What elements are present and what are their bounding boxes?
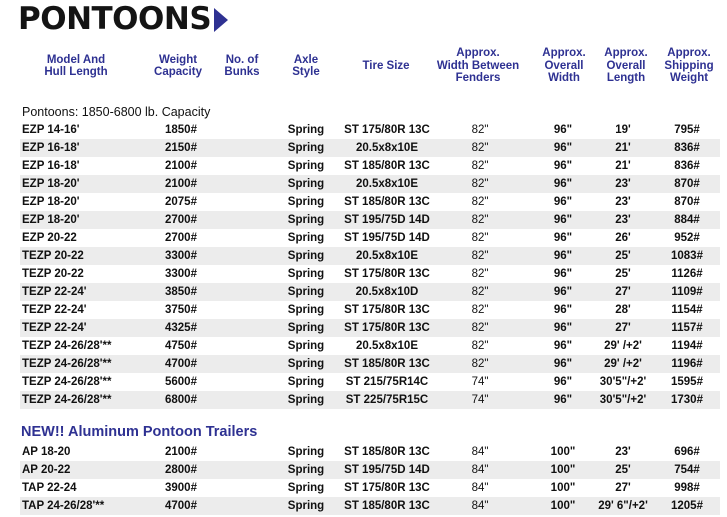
cell-overall-length: 21'	[615, 142, 631, 154]
cell-overall-width: 96"	[553, 394, 573, 406]
cell-width-between-fenders: 82"	[471, 268, 489, 280]
table-row	[20, 211, 720, 229]
cell-overall-length: 19'	[615, 124, 631, 136]
cell-model: TEZP 24-26/28'**	[22, 358, 112, 370]
cell-weight-capacity: 2700#	[165, 232, 197, 244]
cell-overall-width: 96"	[553, 178, 573, 190]
cell-model: TAP 22-24	[22, 482, 77, 494]
cell-weight-capacity: 4700#	[165, 500, 197, 512]
cell-axle-style: Spring	[287, 500, 325, 512]
cell-axle-style: Spring	[287, 214, 325, 226]
cell-overall-length: 30'5"/+2'	[599, 394, 647, 406]
table-row	[20, 283, 720, 301]
cell-weight-capacity: 4700#	[165, 358, 197, 370]
table-header	[0, 44, 727, 88]
cell-width-between-fenders: 82"	[471, 196, 489, 208]
cell-weight-capacity: 3300#	[165, 250, 197, 262]
cell-model: EZP 20-22	[22, 232, 77, 244]
cell-bunks	[220, 265, 264, 283]
cell-shipping-weight: 1109#	[671, 286, 703, 298]
cell-tire-size: ST 175/80R 13C	[344, 304, 430, 316]
table-row	[20, 497, 720, 515]
play-triangle-icon	[214, 8, 228, 32]
cell-bunks	[220, 139, 264, 157]
cell-weight-capacity: 5600#	[165, 376, 197, 388]
cell-shipping-weight: 795#	[674, 124, 700, 136]
cell-overall-width: 100"	[550, 482, 576, 494]
cell-axle-style: Spring	[287, 482, 325, 494]
cell-model: TAP 24-26/28'**	[22, 500, 105, 512]
cell-weight-capacity: 3850#	[165, 286, 197, 298]
cell-overall-length: 23'	[615, 214, 631, 226]
cell-overall-length: 25'	[615, 464, 631, 476]
cell-overall-width: 96"	[553, 268, 573, 280]
cell-tire-size: 20.5x8x10E	[355, 178, 419, 190]
cell-overall-length: 27'	[615, 482, 631, 494]
cell-shipping-weight: 1126#	[671, 268, 703, 280]
cell-width-between-fenders: 84"	[471, 446, 489, 458]
cell-tire-size: ST 185/80R 13C	[344, 446, 430, 458]
cell-shipping-weight: 884#	[674, 214, 700, 226]
table-row	[20, 265, 720, 283]
cell-axle-style: Spring	[287, 160, 325, 172]
cell-shipping-weight: 1205#	[671, 500, 703, 512]
table-row	[20, 319, 720, 337]
table-row	[20, 157, 720, 175]
cell-shipping-weight: 870#	[674, 178, 700, 190]
cell-overall-width: 96"	[553, 232, 573, 244]
cell-overall-width: 96"	[553, 250, 573, 262]
aluminum-table-body	[20, 443, 720, 515]
table-row	[20, 373, 720, 391]
cell-overall-length: 27'	[615, 322, 631, 334]
cell-width-between-fenders: 84"	[471, 500, 489, 512]
cell-overall-width: 96"	[553, 376, 573, 388]
cell-overall-length: 29' 6"/+2'	[598, 500, 648, 512]
cell-model: EZP 18-20'	[22, 196, 80, 208]
cell-bunks	[220, 443, 264, 461]
cell-overall-width: 96"	[553, 142, 573, 154]
cell-axle-style: Spring	[287, 196, 325, 208]
cell-model: TEZP 20-22	[22, 268, 84, 280]
cell-overall-width: 96"	[553, 340, 573, 352]
header-overall-width: Approx. Overall Width	[542, 47, 586, 85]
cell-axle-style: Spring	[287, 286, 325, 298]
cell-tire-size: ST 175/80R 13C	[344, 482, 430, 494]
cell-axle-style: Spring	[287, 464, 325, 476]
cell-model: EZP 18-20'	[22, 178, 80, 190]
cell-axle-style: Spring	[287, 142, 325, 154]
cell-axle-style: Spring	[287, 304, 325, 316]
cell-overall-length: 23'	[615, 446, 631, 458]
table-row	[20, 121, 720, 139]
cell-overall-length: 27'	[615, 286, 631, 298]
cell-shipping-weight: 1194#	[671, 340, 703, 352]
cell-overall-width: 96"	[553, 214, 573, 226]
cell-overall-length: 29' /+2'	[604, 358, 642, 370]
cell-tire-size: ST 195/75D 14D	[344, 232, 430, 244]
cell-weight-capacity: 2700#	[165, 214, 197, 226]
cell-bunks	[220, 391, 264, 409]
cell-bunks	[220, 373, 264, 391]
header-axle-style: Axle Style	[292, 53, 320, 78]
cell-tire-size: ST 185/80R 13C	[344, 500, 430, 512]
cell-width-between-fenders: 82"	[471, 286, 489, 298]
cell-axle-style: Spring	[287, 124, 325, 136]
cell-shipping-weight: 1083#	[671, 250, 703, 262]
cell-bunks	[220, 319, 264, 337]
page-title	[18, 2, 228, 36]
cell-weight-capacity: 3900#	[165, 482, 197, 494]
cell-bunks	[220, 301, 264, 319]
cell-overall-width: 96"	[553, 160, 573, 172]
cell-overall-width: 100"	[550, 464, 576, 476]
cell-model: EZP 18-20'	[22, 214, 80, 226]
cell-width-between-fenders: 82"	[471, 214, 489, 226]
cell-overall-length: 25'	[615, 268, 631, 280]
cell-shipping-weight: 696#	[674, 446, 700, 458]
cell-overall-width: 96"	[553, 124, 573, 136]
cell-model: AP 20-22	[22, 464, 71, 476]
cell-model: AP 18-20	[22, 446, 71, 458]
cell-axle-style: Spring	[287, 340, 325, 352]
cell-overall-width: 100"	[550, 500, 576, 512]
cell-tire-size: 20.5x8x10E	[355, 340, 419, 352]
cell-width-between-fenders: 82"	[471, 250, 489, 262]
cell-weight-capacity: 2150#	[165, 142, 197, 154]
cell-axle-style: Spring	[287, 358, 325, 370]
table-row	[20, 479, 720, 497]
table-row	[20, 355, 720, 373]
cell-model: EZP 16-18'	[22, 142, 80, 154]
cell-weight-capacity: 2075#	[165, 196, 197, 208]
cell-width-between-fenders: 82"	[471, 232, 489, 244]
section-label-aluminum: NEW!! Aluminum Pontoon Trailers	[21, 424, 258, 440]
cell-model: TEZP 24-26/28'**	[22, 376, 112, 388]
cell-tire-size: ST 175/80R 13C	[344, 124, 430, 136]
table-row	[20, 139, 720, 157]
header-model: Model And Hull Length	[44, 53, 108, 78]
cell-overall-length: 25'	[615, 250, 631, 262]
cell-bunks	[220, 247, 264, 265]
header-overall-length: Approx. Overall Length	[604, 47, 648, 85]
cell-bunks	[220, 337, 264, 355]
cell-model: TEZP 24-26/28'**	[22, 340, 112, 352]
cell-weight-capacity: 2100#	[165, 160, 197, 172]
cell-model: EZP 16-18'	[22, 160, 80, 172]
cell-model: TEZP 20-22	[22, 250, 84, 262]
cell-bunks	[220, 497, 264, 515]
cell-width-between-fenders: 82"	[471, 160, 489, 172]
cell-overall-length: 29' /+2'	[604, 340, 642, 352]
cell-width-between-fenders: 82"	[471, 358, 489, 370]
cell-overall-length: 28'	[615, 304, 631, 316]
table-row	[20, 461, 720, 479]
cell-overall-width: 100"	[550, 446, 576, 458]
table-row	[20, 391, 720, 409]
cell-shipping-weight: 836#	[674, 142, 700, 154]
cell-shipping-weight: 870#	[674, 196, 700, 208]
cell-width-between-fenders: 74"	[471, 376, 489, 388]
cell-model: TEZP 22-24'	[22, 286, 87, 298]
pontoons-table-body	[20, 121, 720, 409]
table-row	[20, 229, 720, 247]
cell-overall-width: 96"	[553, 196, 573, 208]
cell-model: EZP 14-16'	[22, 124, 80, 136]
cell-tire-size: 20.5x8x10E	[355, 250, 419, 262]
cell-shipping-weight: 1157#	[671, 322, 703, 334]
table-row	[20, 175, 720, 193]
header-tire-size: Tire Size	[362, 59, 410, 72]
table-row	[20, 301, 720, 319]
cell-overall-length: 26'	[615, 232, 631, 244]
table-row	[20, 193, 720, 211]
cell-weight-capacity: 6800#	[165, 394, 197, 406]
cell-shipping-weight: 754#	[674, 464, 700, 476]
cell-width-between-fenders: 82"	[471, 142, 489, 154]
header-bunks: No. of Bunks	[224, 53, 260, 78]
cell-model: TEZP 24-26/28'**	[22, 394, 112, 406]
cell-tire-size: ST 175/80R 13C	[344, 268, 430, 280]
cell-weight-capacity: 2100#	[165, 446, 197, 458]
cell-bunks	[220, 355, 264, 373]
cell-overall-length: 30'5"/+2'	[599, 376, 647, 388]
cell-overall-length: 23'	[615, 196, 631, 208]
header-weight-capacity: Weight Capacity	[154, 53, 202, 78]
cell-weight-capacity: 3300#	[165, 268, 197, 280]
cell-shipping-weight: 1730#	[671, 394, 703, 406]
cell-bunks	[220, 479, 264, 497]
cell-width-between-fenders: 82"	[471, 124, 489, 136]
table-row	[20, 337, 720, 355]
cell-shipping-weight: 1595#	[671, 376, 703, 388]
cell-axle-style: Spring	[287, 446, 325, 458]
cell-width-between-fenders: 82"	[471, 178, 489, 190]
cell-tire-size: ST 225/75R15C	[345, 394, 429, 406]
cell-axle-style: Spring	[287, 232, 325, 244]
table-row	[20, 443, 720, 461]
cell-axle-style: Spring	[287, 322, 325, 334]
cell-tire-size: 20.5x8x10D	[355, 286, 419, 298]
cell-tire-size: ST 195/75D 14D	[344, 464, 430, 476]
cell-tire-size: 20.5x8x10E	[355, 142, 419, 154]
cell-overall-width: 96"	[553, 286, 573, 298]
cell-weight-capacity: 2800#	[165, 464, 197, 476]
cell-shipping-weight: 998#	[674, 482, 700, 494]
cell-bunks	[220, 229, 264, 247]
cell-model: TEZP 22-24'	[22, 304, 87, 316]
cell-shipping-weight: 1196#	[671, 358, 703, 370]
cell-tire-size: ST 195/75D 14D	[344, 214, 430, 226]
header-width-between-fenders: Approx. Width Between Fenders	[436, 47, 520, 85]
cell-bunks	[220, 175, 264, 193]
cell-overall-width: 96"	[553, 358, 573, 370]
cell-width-between-fenders: 74"	[471, 394, 489, 406]
cell-axle-style: Spring	[287, 268, 325, 280]
cell-weight-capacity: 4325#	[165, 322, 197, 334]
cell-shipping-weight: 952#	[674, 232, 700, 244]
table-row	[20, 247, 720, 265]
cell-overall-length: 21'	[615, 160, 631, 172]
cell-shipping-weight: 1154#	[671, 304, 703, 316]
cell-tire-size: ST 185/80R 13C	[344, 196, 430, 208]
cell-shipping-weight: 836#	[674, 160, 700, 172]
cell-bunks	[220, 461, 264, 479]
cell-width-between-fenders: 82"	[471, 304, 489, 316]
cell-width-between-fenders: 84"	[471, 482, 489, 494]
page-title-text: PONTOONS	[18, 1, 212, 37]
cell-width-between-fenders: 84"	[471, 464, 489, 476]
cell-weight-capacity: 4750#	[165, 340, 197, 352]
cell-tire-size: ST 185/80R 13C	[344, 358, 430, 370]
cell-bunks	[220, 211, 264, 229]
cell-axle-style: Spring	[287, 178, 325, 190]
cell-tire-size: ST 185/80R 13C	[344, 160, 430, 172]
cell-weight-capacity: 1850#	[165, 124, 197, 136]
cell-axle-style: Spring	[287, 394, 325, 406]
cell-bunks	[220, 193, 264, 211]
cell-width-between-fenders: 82"	[471, 340, 489, 352]
cell-weight-capacity: 2100#	[165, 178, 197, 190]
cell-overall-width: 96"	[553, 322, 573, 334]
header-shipping-weight: Approx. Shipping Weight	[664, 47, 714, 85]
cell-overall-length: 23'	[615, 178, 631, 190]
cell-model: TEZP 22-24'	[22, 322, 87, 334]
cell-tire-size: ST 215/75R14C	[345, 376, 429, 388]
cell-overall-width: 96"	[553, 304, 573, 316]
cell-weight-capacity: 3750#	[165, 304, 197, 316]
cell-bunks	[220, 121, 264, 139]
cell-bunks	[220, 283, 264, 301]
cell-tire-size: ST 175/80R 13C	[344, 322, 430, 334]
cell-axle-style: Spring	[287, 250, 325, 262]
section-label-pontoons: Pontoons: 1850-6800 lb. Capacity	[22, 105, 211, 119]
cell-axle-style: Spring	[287, 376, 325, 388]
cell-bunks	[220, 157, 264, 175]
cell-width-between-fenders: 82"	[471, 322, 489, 334]
